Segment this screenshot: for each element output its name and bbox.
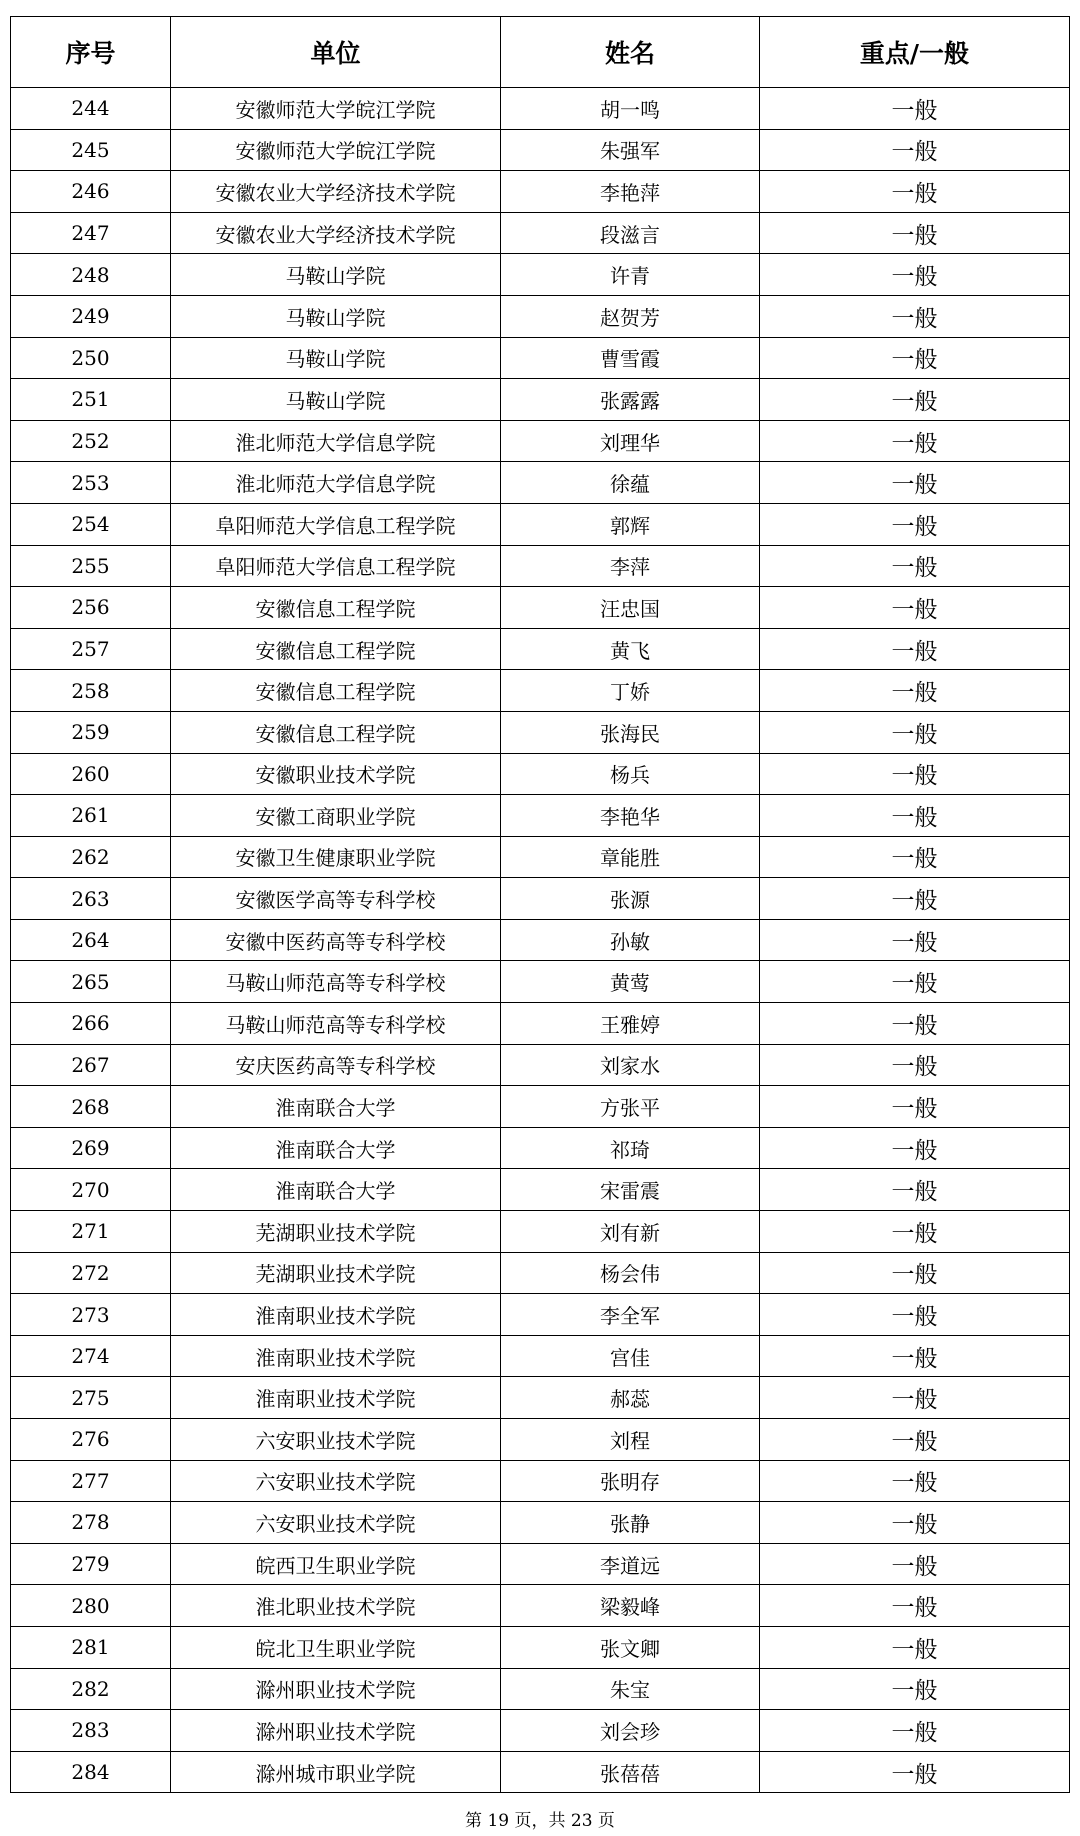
cell-index: 276 bbox=[11, 1419, 171, 1461]
cell-level: 一般 bbox=[760, 1377, 1070, 1419]
cell-name: 汪忠国 bbox=[501, 587, 760, 629]
cell-level: 一般 bbox=[760, 878, 1070, 920]
cell-level: 一般 bbox=[760, 1626, 1070, 1668]
cell-level: 一般 bbox=[760, 129, 1070, 171]
cell-index: 244 bbox=[11, 88, 171, 130]
page-footer: 第 19 页，共 23 页 bbox=[465, 1811, 615, 1831]
cell-index: 281 bbox=[11, 1626, 171, 1668]
cell-level: 一般 bbox=[760, 836, 1070, 878]
cell-level: 一般 bbox=[760, 1044, 1070, 1086]
table-row bbox=[11, 1252, 1070, 1294]
cell-unit: 皖西卫生职业学院 bbox=[171, 1543, 501, 1585]
cell-level: 一般 bbox=[760, 919, 1070, 961]
cell-name: 朱强军 bbox=[501, 129, 760, 171]
table-row bbox=[11, 1502, 1070, 1544]
cell-unit: 安徽农业大学经济技术学院 bbox=[171, 212, 501, 254]
cell-level: 一般 bbox=[760, 212, 1070, 254]
table-row bbox=[11, 1086, 1070, 1128]
cell-name: 丁娇 bbox=[501, 670, 760, 712]
cell-unit: 淮北师范大学信息学院 bbox=[171, 462, 501, 504]
cell-index: 284 bbox=[11, 1751, 171, 1793]
table-row bbox=[11, 670, 1070, 712]
table-row bbox=[11, 129, 1070, 171]
cell-level: 一般 bbox=[760, 795, 1070, 837]
cell-index: 264 bbox=[11, 919, 171, 961]
table-row bbox=[11, 295, 1070, 337]
cell-unit: 滁州城市职业学院 bbox=[171, 1751, 501, 1793]
cell-level: 一般 bbox=[760, 1710, 1070, 1752]
cell-index: 257 bbox=[11, 628, 171, 670]
cell-name: 方张平 bbox=[501, 1086, 760, 1128]
table-row bbox=[11, 753, 1070, 795]
cell-unit: 马鞍山师范高等专科学校 bbox=[171, 961, 501, 1003]
cell-unit: 安徽信息工程学院 bbox=[171, 587, 501, 629]
cell-index: 259 bbox=[11, 711, 171, 753]
cell-level: 一般 bbox=[760, 254, 1070, 296]
cell-level: 一般 bbox=[760, 1751, 1070, 1793]
cell-index: 268 bbox=[11, 1086, 171, 1128]
cell-name: 张海民 bbox=[501, 711, 760, 753]
cell-name: 李道远 bbox=[501, 1543, 760, 1585]
cell-name: 刘会珍 bbox=[501, 1710, 760, 1752]
table-row bbox=[11, 337, 1070, 379]
cell-level: 一般 bbox=[760, 1502, 1070, 1544]
table-row bbox=[11, 1668, 1070, 1710]
table-row bbox=[11, 1211, 1070, 1253]
cell-unit: 马鞍山师范高等专科学校 bbox=[171, 1003, 501, 1045]
table-row bbox=[11, 503, 1070, 545]
cell-name: 张明存 bbox=[501, 1460, 760, 1502]
cell-unit: 阜阳师范大学信息工程学院 bbox=[171, 503, 501, 545]
cell-unit: 皖北卫生职业学院 bbox=[171, 1626, 501, 1668]
cell-unit: 淮北师范大学信息学院 bbox=[171, 420, 501, 462]
cell-unit: 芜湖职业技术学院 bbox=[171, 1252, 501, 1294]
cell-level: 一般 bbox=[760, 1003, 1070, 1045]
cell-unit: 安徽信息工程学院 bbox=[171, 711, 501, 753]
cell-unit: 安徽医学高等专科学校 bbox=[171, 878, 501, 920]
cell-name: 黄莺 bbox=[501, 961, 760, 1003]
cell-name: 王雅婷 bbox=[501, 1003, 760, 1045]
cell-level: 一般 bbox=[760, 337, 1070, 379]
cell-level: 一般 bbox=[760, 1169, 1070, 1211]
cell-index: 269 bbox=[11, 1127, 171, 1169]
document-page bbox=[10, 16, 1069, 1793]
header-unit: 单位 bbox=[171, 17, 501, 88]
cell-index: 277 bbox=[11, 1460, 171, 1502]
cell-level: 一般 bbox=[760, 545, 1070, 587]
cell-level: 一般 bbox=[760, 1668, 1070, 1710]
cell-unit: 淮南职业技术学院 bbox=[171, 1377, 501, 1419]
cell-unit: 六安职业技术学院 bbox=[171, 1460, 501, 1502]
cell-index: 252 bbox=[11, 420, 171, 462]
cell-index: 279 bbox=[11, 1543, 171, 1585]
cell-level: 一般 bbox=[760, 711, 1070, 753]
cell-index: 272 bbox=[11, 1252, 171, 1294]
cell-name: 梁毅峰 bbox=[501, 1585, 760, 1627]
cell-unit: 淮南职业技术学院 bbox=[171, 1335, 501, 1377]
cell-index: 255 bbox=[11, 545, 171, 587]
cell-level: 一般 bbox=[760, 503, 1070, 545]
cell-index: 247 bbox=[11, 212, 171, 254]
cell-level: 一般 bbox=[760, 587, 1070, 629]
cell-level: 一般 bbox=[760, 753, 1070, 795]
table-row bbox=[11, 1044, 1070, 1086]
cell-level: 一般 bbox=[760, 1294, 1070, 1336]
table-row bbox=[11, 1127, 1070, 1169]
cell-index: 251 bbox=[11, 379, 171, 421]
cell-unit: 六安职业技术学院 bbox=[171, 1502, 501, 1544]
cell-name: 杨兵 bbox=[501, 753, 760, 795]
table-row bbox=[11, 1710, 1070, 1752]
cell-level: 一般 bbox=[760, 1419, 1070, 1461]
cell-name: 郭辉 bbox=[501, 503, 760, 545]
header-level: 重点/一般 bbox=[760, 17, 1070, 88]
table-row bbox=[11, 711, 1070, 753]
table-row bbox=[11, 171, 1070, 213]
cell-unit: 安徽信息工程学院 bbox=[171, 628, 501, 670]
cell-index: 282 bbox=[11, 1668, 171, 1710]
cell-index: 262 bbox=[11, 836, 171, 878]
table-row bbox=[11, 1335, 1070, 1377]
cell-name: 赵贺芳 bbox=[501, 295, 760, 337]
cell-level: 一般 bbox=[760, 1543, 1070, 1585]
cell-level: 一般 bbox=[760, 1211, 1070, 1253]
cell-level: 一般 bbox=[760, 961, 1070, 1003]
cell-unit: 安徽卫生健康职业学院 bbox=[171, 836, 501, 878]
header-index: 序号 bbox=[11, 17, 171, 88]
cell-level: 一般 bbox=[760, 420, 1070, 462]
table-row bbox=[11, 878, 1070, 920]
cell-index: 278 bbox=[11, 1502, 171, 1544]
cell-unit: 马鞍山学院 bbox=[171, 337, 501, 379]
cell-index: 265 bbox=[11, 961, 171, 1003]
cell-level: 一般 bbox=[760, 171, 1070, 213]
cell-index: 280 bbox=[11, 1585, 171, 1627]
table-row bbox=[11, 254, 1070, 296]
cell-name: 李艳华 bbox=[501, 795, 760, 837]
cell-unit: 安徽农业大学经济技术学院 bbox=[171, 171, 501, 213]
cell-name: 刘程 bbox=[501, 1419, 760, 1461]
cell-name: 张露露 bbox=[501, 379, 760, 421]
cell-unit: 安徽师范大学皖江学院 bbox=[171, 88, 501, 130]
cell-index: 271 bbox=[11, 1211, 171, 1253]
cell-name: 曹雪霞 bbox=[501, 337, 760, 379]
cell-index: 258 bbox=[11, 670, 171, 712]
table-row bbox=[11, 1585, 1070, 1627]
table-row bbox=[11, 1294, 1070, 1336]
cell-unit: 淮南联合大学 bbox=[171, 1086, 501, 1128]
cell-index: 275 bbox=[11, 1377, 171, 1419]
cell-level: 一般 bbox=[760, 1127, 1070, 1169]
cell-name: 李艳萍 bbox=[501, 171, 760, 213]
cell-unit: 淮北职业技术学院 bbox=[171, 1585, 501, 1627]
table-row bbox=[11, 88, 1070, 130]
cell-index: 267 bbox=[11, 1044, 171, 1086]
table-row bbox=[11, 379, 1070, 421]
cell-index: 248 bbox=[11, 254, 171, 296]
header-name: 姓名 bbox=[501, 17, 760, 88]
cell-index: 253 bbox=[11, 462, 171, 504]
cell-name: 徐蕴 bbox=[501, 462, 760, 504]
cell-name: 张蓓蓓 bbox=[501, 1751, 760, 1793]
cell-unit: 六安职业技术学院 bbox=[171, 1419, 501, 1461]
table-row bbox=[11, 961, 1070, 1003]
cell-unit: 安徽职业技术学院 bbox=[171, 753, 501, 795]
table-row bbox=[11, 212, 1070, 254]
table-row bbox=[11, 1460, 1070, 1502]
cell-name: 刘有新 bbox=[501, 1211, 760, 1253]
cell-unit: 阜阳师范大学信息工程学院 bbox=[171, 545, 501, 587]
cell-unit: 安徽工商职业学院 bbox=[171, 795, 501, 837]
cell-index: 263 bbox=[11, 878, 171, 920]
cell-unit: 安徽信息工程学院 bbox=[171, 670, 501, 712]
cell-level: 一般 bbox=[760, 295, 1070, 337]
cell-name: 黄飞 bbox=[501, 628, 760, 670]
cell-index: 273 bbox=[11, 1294, 171, 1336]
cell-index: 270 bbox=[11, 1169, 171, 1211]
table-header-row bbox=[11, 17, 1070, 88]
cell-level: 一般 bbox=[760, 1252, 1070, 1294]
cell-level: 一般 bbox=[760, 1460, 1070, 1502]
cell-unit: 马鞍山学院 bbox=[171, 295, 501, 337]
cell-name: 章能胜 bbox=[501, 836, 760, 878]
cell-unit: 淮南联合大学 bbox=[171, 1169, 501, 1211]
table-body bbox=[11, 88, 1070, 1793]
cell-name: 孙敏 bbox=[501, 919, 760, 961]
cell-index: 266 bbox=[11, 1003, 171, 1045]
table-row bbox=[11, 1169, 1070, 1211]
cell-unit: 马鞍山学院 bbox=[171, 379, 501, 421]
cell-name: 朱宝 bbox=[501, 1668, 760, 1710]
cell-unit: 淮南联合大学 bbox=[171, 1127, 501, 1169]
cell-index: 256 bbox=[11, 587, 171, 629]
cell-name: 张源 bbox=[501, 878, 760, 920]
table-row bbox=[11, 1751, 1070, 1793]
cell-name: 李全军 bbox=[501, 1294, 760, 1336]
table-row bbox=[11, 420, 1070, 462]
cell-index: 274 bbox=[11, 1335, 171, 1377]
cell-unit: 芜湖职业技术学院 bbox=[171, 1211, 501, 1253]
table-row bbox=[11, 545, 1070, 587]
cell-index: 246 bbox=[11, 171, 171, 213]
cell-unit: 滁州职业技术学院 bbox=[171, 1710, 501, 1752]
cell-index: 283 bbox=[11, 1710, 171, 1752]
cell-name: 张文卿 bbox=[501, 1626, 760, 1668]
cell-name: 段滋言 bbox=[501, 212, 760, 254]
table-row bbox=[11, 1003, 1070, 1045]
cell-name: 刘家水 bbox=[501, 1044, 760, 1086]
table-row bbox=[11, 462, 1070, 504]
table-row bbox=[11, 1419, 1070, 1461]
cell-name: 杨会伟 bbox=[501, 1252, 760, 1294]
cell-unit: 马鞍山学院 bbox=[171, 254, 501, 296]
table-row bbox=[11, 628, 1070, 670]
cell-level: 一般 bbox=[760, 670, 1070, 712]
cell-index: 254 bbox=[11, 503, 171, 545]
cell-name: 刘理华 bbox=[501, 420, 760, 462]
cell-unit: 安徽中医药高等专科学校 bbox=[171, 919, 501, 961]
table-row bbox=[11, 1543, 1070, 1585]
cell-level: 一般 bbox=[760, 1086, 1070, 1128]
cell-level: 一般 bbox=[760, 88, 1070, 130]
cell-name: 胡一鸣 bbox=[501, 88, 760, 130]
table-row bbox=[11, 795, 1070, 837]
cell-unit: 安徽师范大学皖江学院 bbox=[171, 129, 501, 171]
cell-level: 一般 bbox=[760, 1335, 1070, 1377]
cell-name: 许青 bbox=[501, 254, 760, 296]
cell-name: 郝蕊 bbox=[501, 1377, 760, 1419]
cell-name: 张静 bbox=[501, 1502, 760, 1544]
table-row bbox=[11, 1377, 1070, 1419]
cell-index: 260 bbox=[11, 753, 171, 795]
cell-name: 宫佳 bbox=[501, 1335, 760, 1377]
cell-index: 261 bbox=[11, 795, 171, 837]
cell-name: 祁琦 bbox=[501, 1127, 760, 1169]
cell-unit: 安庆医药高等专科学校 bbox=[171, 1044, 501, 1086]
table-row bbox=[11, 836, 1070, 878]
cell-index: 249 bbox=[11, 295, 171, 337]
roster-table bbox=[10, 16, 1070, 1793]
cell-level: 一般 bbox=[760, 628, 1070, 670]
cell-unit: 滁州职业技术学院 bbox=[171, 1668, 501, 1710]
cell-name: 李萍 bbox=[501, 545, 760, 587]
table-row bbox=[11, 919, 1070, 961]
cell-index: 250 bbox=[11, 337, 171, 379]
table-row bbox=[11, 1626, 1070, 1668]
cell-index: 245 bbox=[11, 129, 171, 171]
cell-unit: 淮南职业技术学院 bbox=[171, 1294, 501, 1336]
cell-name: 宋雷震 bbox=[501, 1169, 760, 1211]
table-row bbox=[11, 587, 1070, 629]
cell-level: 一般 bbox=[760, 1585, 1070, 1627]
cell-level: 一般 bbox=[760, 462, 1070, 504]
cell-level: 一般 bbox=[760, 379, 1070, 421]
